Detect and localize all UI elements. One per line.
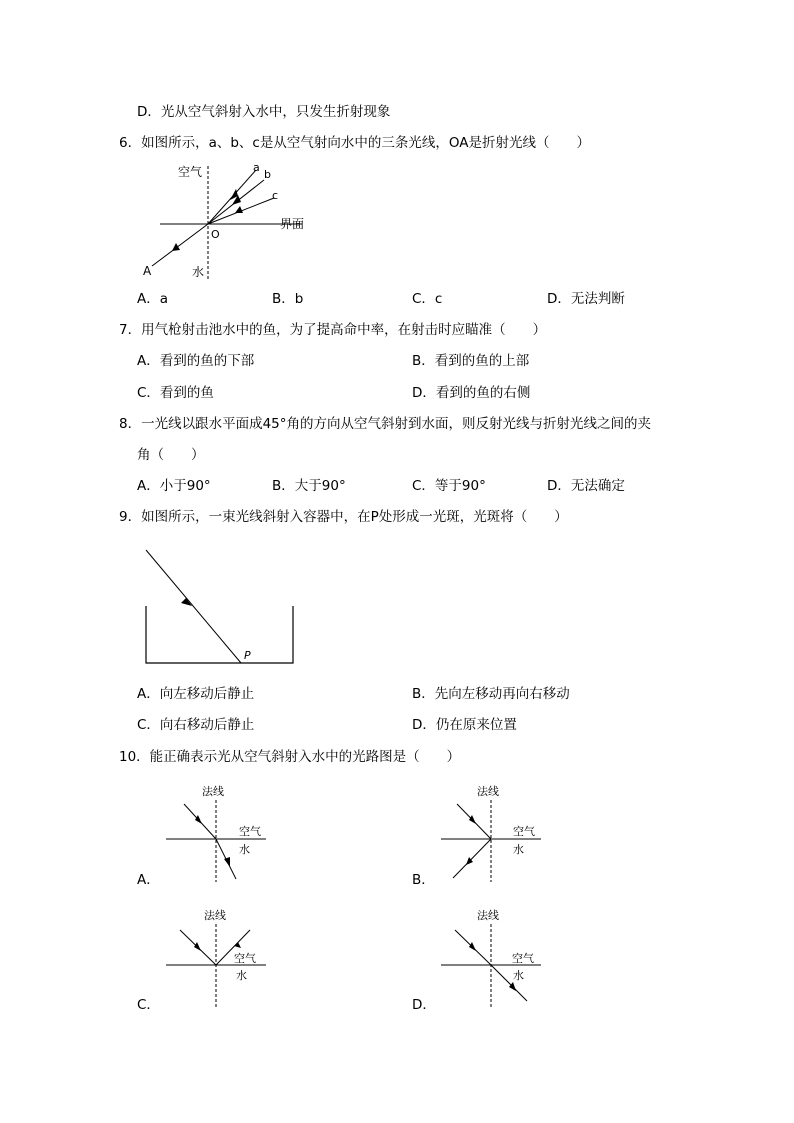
q10-figure-b <box>435 782 555 887</box>
q10-label-a: A． <box>137 872 160 888</box>
label-air: 空气 <box>512 952 534 965</box>
q8-stem-line2: 角（ ） <box>137 447 205 463</box>
q9-container-figure <box>140 542 300 668</box>
q8-option-c: C．等于90° <box>412 478 486 494</box>
q6-refraction-figure <box>140 158 320 283</box>
label-air: 空气 <box>234 952 256 965</box>
label-water: 水 <box>513 843 524 856</box>
label-ray-b: b <box>264 168 271 181</box>
label-p: P <box>244 649 251 662</box>
label-normal: 法线 <box>202 785 224 798</box>
incident-arrow <box>194 942 201 951</box>
q10-label-c: C． <box>137 997 160 1013</box>
ray-oa <box>152 224 208 266</box>
q6-option-d: D．无法判断 <box>547 291 625 307</box>
q7-option-a: A．看到的鱼的下部 <box>137 353 255 369</box>
q7-stem: 7．用气枪射击池水中的鱼，为了提高命中率，在射击时应瞄准（ ） <box>119 322 547 338</box>
q7-option-c: C．看到的鱼 <box>137 385 214 401</box>
ray-c-arrow <box>235 206 243 213</box>
label-water: 水 <box>513 969 524 982</box>
label-ray-a: a <box>253 161 260 174</box>
q10-figure-c <box>160 906 280 1011</box>
light-ray <box>146 550 241 663</box>
q8-option-b: B．大于90° <box>272 478 346 494</box>
q8-option-a: A．小于90° <box>137 478 211 494</box>
q10-label-d: D． <box>412 997 436 1013</box>
label-water: 水 <box>192 265 205 279</box>
label-water: 水 <box>239 843 250 856</box>
refracted-ray <box>453 839 491 878</box>
q6-option-c: C．c <box>412 291 443 307</box>
refracted-arrow <box>224 857 230 867</box>
q6-option-b: B．b <box>272 291 304 307</box>
label-water: 水 <box>236 969 247 982</box>
q8-option-d: D．无法确定 <box>547 478 625 494</box>
label-ray-c: c <box>272 189 279 202</box>
q10-figure-d <box>435 906 555 1011</box>
label-air: 空气 <box>178 165 203 179</box>
q9-option-a: A．向左移动后静止 <box>137 686 255 702</box>
q5-option-d: D．光从空气斜射入水中，只发生折射现象 <box>137 104 391 120</box>
label-air: 空气 <box>239 825 261 838</box>
incident-arrow <box>469 942 476 951</box>
q9-stem: 9．如图所示，一束光线斜射入容器中，在P处形成一光斑，光斑将（ ） <box>119 509 568 525</box>
q9-option-b: B．先向左移动再向右移动 <box>412 686 570 702</box>
q9-option-c: C．向右移动后静止 <box>137 717 255 733</box>
label-o: O <box>211 228 220 241</box>
q7-option-b: B．看到的鱼的上部 <box>412 353 530 369</box>
q7-option-d: D．看到的鱼的右侧 <box>412 385 531 401</box>
incident-arrow <box>469 815 476 824</box>
q9-option-d: D．仍在原来位置 <box>412 717 517 733</box>
q6-option-a: A．a <box>137 291 169 307</box>
label-air: 空气 <box>513 825 535 838</box>
q10-stem: 10．能正确表示光从空气斜射入水中的光路图是（ ） <box>119 749 461 765</box>
label-normal: 法线 <box>477 909 499 922</box>
q8-stem-line1: 8．一光线以跟水平面成45°角的方向从空气斜射到水面，则反射光线与折射光线之间的夹 <box>119 416 652 432</box>
ray-oa-arrow <box>172 243 180 251</box>
label-normal: 法线 <box>204 909 226 922</box>
reflected-arrow <box>234 942 241 948</box>
label-interface: 界面 <box>280 217 305 231</box>
label-normal: 法线 <box>477 785 499 798</box>
label-a-point: A <box>143 264 152 278</box>
q6-stem: 6．如图所示，a、b、c是从空气射向水中的三条光线，OA是折射光线（ ） <box>119 135 590 151</box>
q10-label-b: B． <box>412 872 435 888</box>
incident-arrow <box>195 815 202 824</box>
container <box>146 606 293 663</box>
q10-figure-a <box>160 782 280 887</box>
